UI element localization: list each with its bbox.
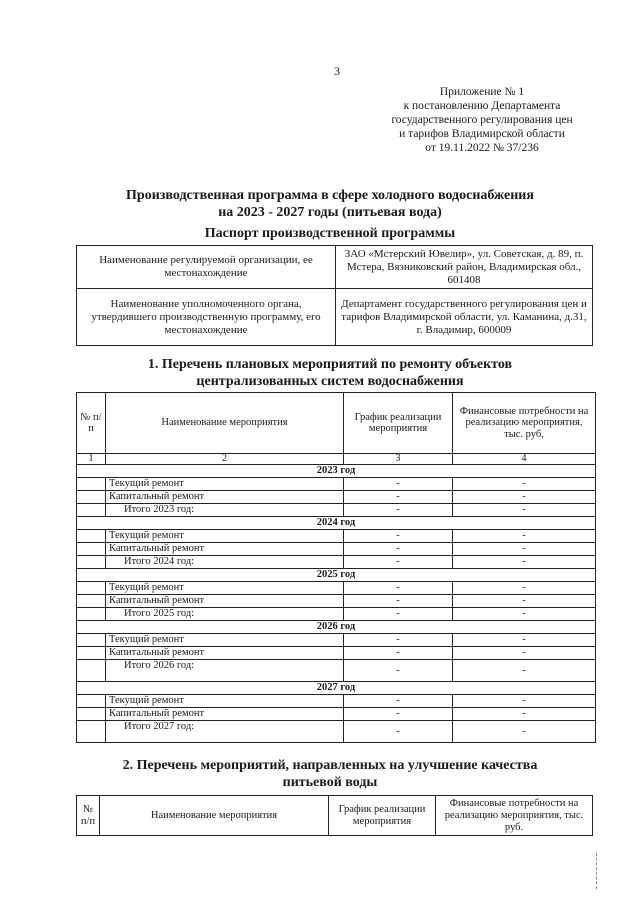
schedule-cell: - (344, 708, 453, 721)
activity-name: Текущий ремонт (106, 478, 344, 491)
passport-row (77, 289, 593, 346)
table-row (77, 543, 596, 556)
finance-cell: - (453, 530, 596, 543)
appendix-line: и тарифов Владимирской области (399, 128, 565, 140)
year-row (77, 621, 596, 634)
schedule-cell: - (344, 556, 453, 569)
year-row (77, 517, 596, 530)
schedule-cell: - (344, 647, 453, 660)
activity-name: Капитальный ремонт (106, 708, 344, 721)
table-row (77, 478, 596, 491)
year-label: 2024 год (77, 517, 596, 530)
passport-table (76, 245, 593, 346)
page-number: 3 (334, 64, 340, 78)
passport-value: Департамент государственного регулирования цен и тарифов Владимирской области, ул. Каманина, д.31, г. Владимир, 600009 (336, 289, 593, 346)
schedule-cell: - (344, 478, 453, 491)
activity-name: Капитальный ремонт (106, 595, 344, 608)
finance-cell: - (453, 708, 596, 721)
table-row (77, 530, 596, 543)
passport-heading: Паспорт производственной программы (204, 226, 456, 241)
table-row (77, 582, 596, 595)
finance-cell: - (453, 478, 596, 491)
activity-name: Текущий ремонт (106, 695, 344, 708)
col-finance-header: Финансовые потребности на реализацию мероприятия, тыс. руб, (453, 393, 596, 454)
col-number-header: № п/п (77, 796, 100, 836)
schedule-cell: - (344, 634, 453, 647)
schedule-cell: - (344, 695, 453, 708)
total-row (77, 608, 596, 621)
year-label: 2026 год (77, 621, 596, 634)
col-number-header: № п/п (77, 393, 106, 454)
table-row (77, 708, 596, 721)
total-row (77, 660, 596, 682)
col-schedule-header: График реализации мероприятия (329, 796, 436, 836)
col-name-header: Наименование мероприятия (100, 796, 329, 836)
title-line: на 2023 - 2027 годы (питьевая вода) (218, 205, 442, 220)
schedule-cell: - (344, 543, 453, 556)
schedule-cell: - (344, 595, 453, 608)
finance-cell: - (453, 543, 596, 556)
heading-line: 1. Перечень плановых мероприятий по ремонту объектов (147, 357, 513, 372)
year-row (77, 569, 596, 582)
table-row (77, 634, 596, 647)
table-row (77, 695, 596, 708)
total-label: Итого 2026 год: (106, 660, 344, 682)
col-num: 2 (106, 454, 344, 465)
col-name-header: Наименование мероприятия (106, 393, 344, 454)
appendix-line: Приложение № 1 (439, 86, 525, 98)
total-row (77, 721, 596, 743)
activity-name: Текущий ремонт (106, 530, 344, 543)
total-label: Итого 2027 год: (106, 721, 344, 743)
finance-cell: - (453, 634, 596, 647)
appendix-line: от 19.11.2022 № 37/236 (425, 142, 539, 154)
table-row (77, 647, 596, 660)
heading-line: 2. Перечень мероприятий, направленных на улучшение качества (122, 758, 538, 773)
total-label: Итого 2024 год: (106, 556, 344, 569)
appendix-note (360, 85, 604, 155)
passport-value: ЗАО «Мстерский Ювелир», ул. Советская, д. 89, п. Мстера, Вязниковский район, Владимирская обл., 601408 (336, 246, 593, 289)
schedule-cell: - (344, 721, 453, 743)
schedule-cell: - (344, 582, 453, 595)
activity-name: Текущий ремонт (106, 634, 344, 647)
appendix-line: государственного регулирования цен (391, 114, 573, 126)
year-label: 2025 год (77, 569, 596, 582)
total-row (77, 556, 596, 569)
heading-line: централизованных систем водоснабжения (196, 374, 464, 389)
col-num: 4 (453, 454, 596, 465)
year-row (77, 682, 596, 695)
document-title (80, 187, 580, 221)
finance-cell: - (453, 660, 596, 682)
year-row (77, 465, 596, 478)
finance-cell: - (453, 582, 596, 595)
activity-name: Текущий ремонт (106, 582, 344, 595)
finance-cell: - (453, 491, 596, 504)
title-line: Производственная программа в сфере холодного водоснабжения (126, 188, 534, 203)
column-number-row (77, 454, 596, 465)
activity-name: Капитальный ремонт (106, 647, 344, 660)
table-header (77, 796, 593, 836)
schedule-cell: - (344, 491, 453, 504)
section2-heading (70, 757, 590, 791)
section1-heading (80, 356, 580, 390)
total-label: Итого 2023 год: (106, 504, 344, 517)
year-label: 2023 год (77, 465, 596, 478)
passport-row (77, 246, 593, 289)
finance-cell: - (453, 721, 596, 743)
table-header (77, 393, 596, 454)
finance-cell: - (453, 595, 596, 608)
finance-cell: - (453, 608, 596, 621)
schedule-cell: - (344, 530, 453, 543)
scan-artifact (596, 853, 598, 889)
finance-cell: - (453, 647, 596, 660)
table-row (77, 595, 596, 608)
year-label: 2027 год (77, 682, 596, 695)
schedule-cell: - (344, 504, 453, 517)
activity-name: Капитальный ремонт (106, 543, 344, 556)
schedule-cell: - (344, 660, 453, 682)
total-label: Итого 2025 год: (106, 608, 344, 621)
total-row (77, 504, 596, 517)
appendix-line: к постановлению Департамента (403, 100, 561, 112)
col-num: 3 (344, 454, 453, 465)
schedule-cell: - (344, 608, 453, 621)
finance-cell: - (453, 556, 596, 569)
finance-cell: - (453, 504, 596, 517)
passport-label: Наименование регулируемой организации, ее местонахождение (77, 246, 336, 289)
col-num: 1 (77, 454, 106, 465)
heading-line: питьевой воды (282, 775, 378, 790)
passport-label: Наименование уполномоченного органа, утвердившего производственную программу, его местонахождение (77, 289, 336, 346)
water-quality-table (76, 795, 593, 836)
table-row (77, 491, 596, 504)
col-finance-header: Финансовые потребности на реализацию мероприятия, тыс. руб. (436, 796, 593, 836)
activity-name: Капитальный ремонт (106, 491, 344, 504)
col-schedule-header: График реализации мероприятия (344, 393, 453, 454)
repair-plan-table (76, 392, 596, 743)
finance-cell: - (453, 695, 596, 708)
